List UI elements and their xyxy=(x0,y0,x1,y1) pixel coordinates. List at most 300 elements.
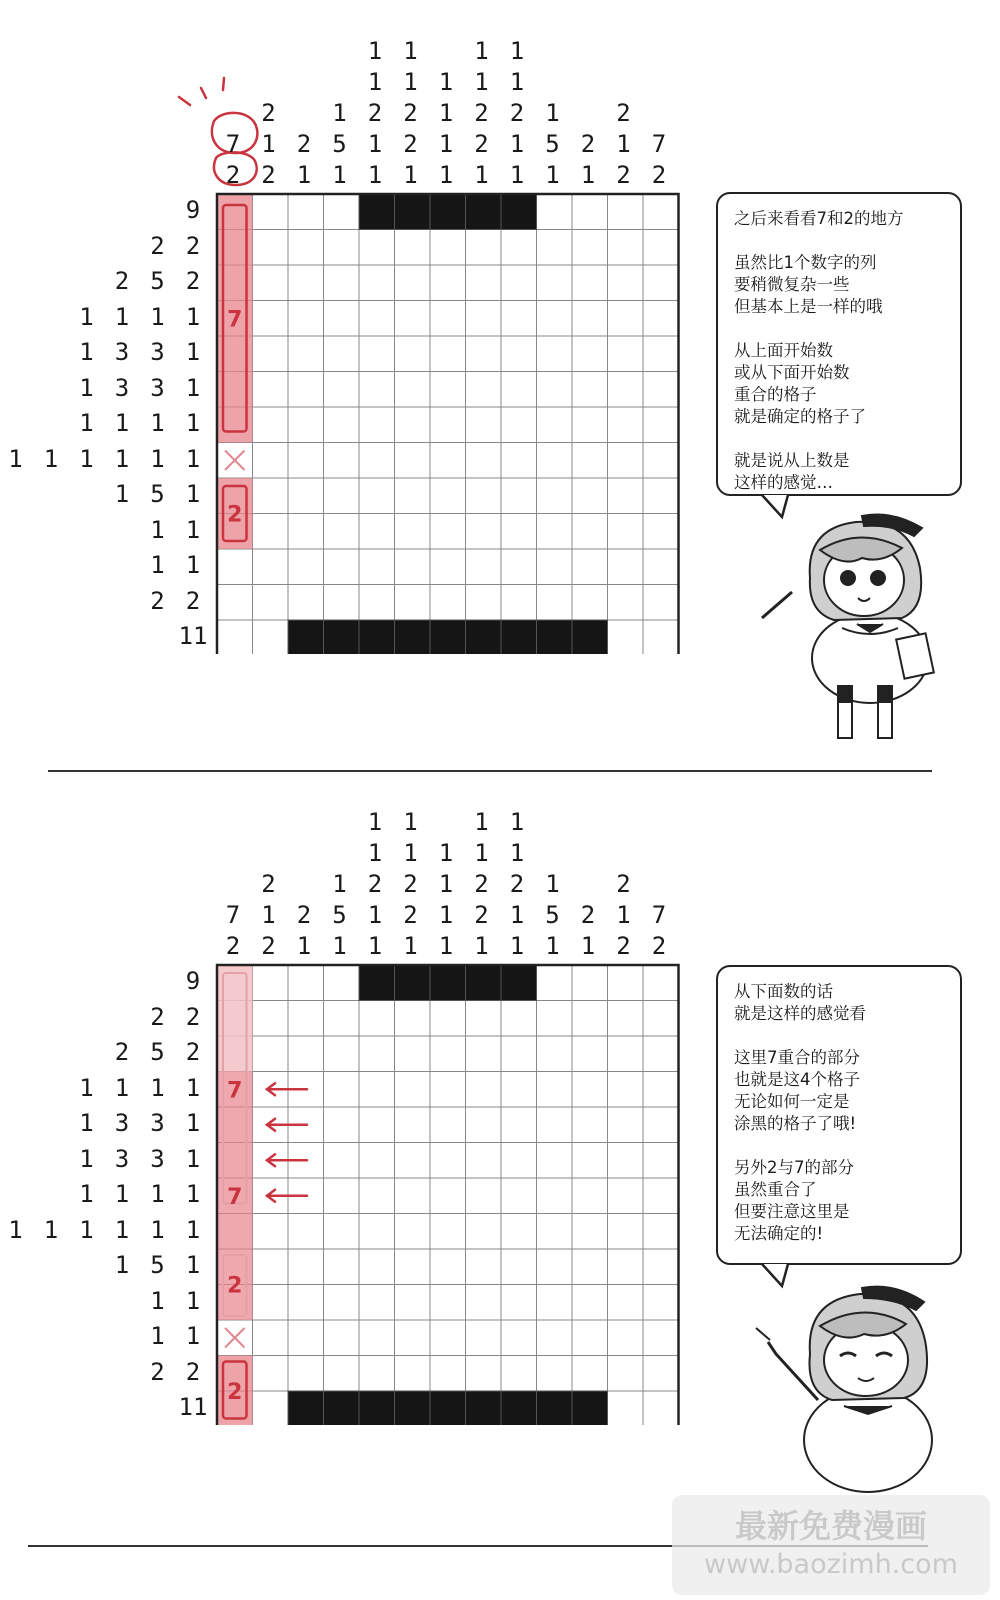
grid-cell[interactable] xyxy=(395,265,431,301)
grid-cell[interactable] xyxy=(608,1178,644,1214)
grid-cell[interactable] xyxy=(608,585,644,621)
grid-cell[interactable] xyxy=(643,478,679,514)
grid-cell[interactable] xyxy=(430,585,466,621)
grid-cell[interactable] xyxy=(537,1178,573,1214)
grid-cell[interactable] xyxy=(572,1036,608,1072)
grid-cell[interactable] xyxy=(608,301,644,337)
grid-cell[interactable] xyxy=(430,514,466,550)
grid-cell[interactable] xyxy=(501,549,537,585)
grid-cell[interactable] xyxy=(430,443,466,479)
grid-cell[interactable] xyxy=(643,1143,679,1179)
grid-cell[interactable] xyxy=(253,1249,289,1285)
grid-cell[interactable] xyxy=(643,265,679,301)
grid-cell[interactable] xyxy=(572,1143,608,1179)
grid-cell[interactable] xyxy=(324,1249,360,1285)
filled-cell[interactable] xyxy=(430,1391,466,1425)
grid-cell[interactable] xyxy=(253,336,289,372)
filled-cell[interactable] xyxy=(537,620,573,654)
grid-cell[interactable] xyxy=(643,301,679,337)
filled-cell[interactable] xyxy=(288,1391,324,1425)
grid-cell[interactable] xyxy=(288,965,324,1001)
grid-cell[interactable] xyxy=(608,1072,644,1108)
grid-cell[interactable] xyxy=(466,514,502,550)
grid-cell[interactable] xyxy=(537,301,573,337)
grid-cell[interactable] xyxy=(466,1249,502,1285)
filled-cell[interactable] xyxy=(324,620,360,654)
grid-cell[interactable] xyxy=(395,336,431,372)
filled-cell[interactable] xyxy=(572,1391,608,1425)
grid-cell[interactable] xyxy=(288,1285,324,1321)
grid-cell[interactable] xyxy=(395,1320,431,1356)
grid-cell[interactable] xyxy=(288,265,324,301)
grid-cell[interactable] xyxy=(288,1356,324,1392)
grid-cell[interactable] xyxy=(643,620,679,654)
grid-cell[interactable] xyxy=(501,301,537,337)
grid-cell[interactable] xyxy=(288,549,324,585)
grid-cell[interactable] xyxy=(466,301,502,337)
grid-cell[interactable] xyxy=(288,1036,324,1072)
filled-cell[interactable] xyxy=(430,620,466,654)
grid-cell[interactable] xyxy=(643,965,679,1001)
filled-cell[interactable] xyxy=(359,965,395,1001)
grid-cell[interactable] xyxy=(253,1391,289,1425)
grid-cell[interactable] xyxy=(537,443,573,479)
grid-cell[interactable] xyxy=(288,301,324,337)
grid-cell[interactable] xyxy=(537,230,573,266)
grid-cell[interactable] xyxy=(501,1107,537,1143)
grid-cell[interactable] xyxy=(217,620,253,654)
grid-cell[interactable] xyxy=(395,549,431,585)
grid-cell[interactable] xyxy=(501,407,537,443)
grid-cell[interactable] xyxy=(608,230,644,266)
grid-cell[interactable] xyxy=(643,1391,679,1425)
grid-cell[interactable] xyxy=(537,194,573,230)
grid-cell[interactable] xyxy=(324,1285,360,1321)
grid-cell[interactable] xyxy=(466,478,502,514)
grid-cell[interactable] xyxy=(572,443,608,479)
grid-cell[interactable] xyxy=(643,230,679,266)
grid-cell[interactable] xyxy=(608,549,644,585)
grid-cell[interactable] xyxy=(466,549,502,585)
grid-cell[interactable] xyxy=(643,549,679,585)
grid-cell[interactable] xyxy=(395,1249,431,1285)
grid-cell[interactable] xyxy=(501,585,537,621)
grid-cell[interactable] xyxy=(430,301,466,337)
grid-cell[interactable] xyxy=(501,514,537,550)
grid-cell[interactable] xyxy=(466,1001,502,1037)
grid-cell[interactable] xyxy=(643,1178,679,1214)
grid-cell[interactable] xyxy=(501,1036,537,1072)
grid-cell[interactable] xyxy=(253,514,289,550)
grid-cell[interactable] xyxy=(253,1036,289,1072)
grid-cell[interactable] xyxy=(608,1391,644,1425)
grid-cell[interactable] xyxy=(395,1214,431,1250)
grid-cell[interactable] xyxy=(643,514,679,550)
grid-cell[interactable] xyxy=(501,265,537,301)
grid-cell[interactable] xyxy=(324,301,360,337)
grid-cell[interactable] xyxy=(288,407,324,443)
grid-cell[interactable] xyxy=(466,1356,502,1392)
grid-cell[interactable] xyxy=(253,585,289,621)
filled-cell[interactable] xyxy=(359,194,395,230)
grid-cell[interactable] xyxy=(501,1249,537,1285)
grid-cell[interactable] xyxy=(572,230,608,266)
grid-cell[interactable] xyxy=(324,549,360,585)
grid-cell[interactable] xyxy=(430,1320,466,1356)
grid-cell[interactable] xyxy=(501,1214,537,1250)
grid-cell[interactable] xyxy=(430,1001,466,1037)
grid-cell[interactable] xyxy=(288,443,324,479)
grid-cell[interactable] xyxy=(572,372,608,408)
grid-cell[interactable] xyxy=(253,265,289,301)
grid-cell[interactable] xyxy=(395,1072,431,1108)
grid-cell[interactable] xyxy=(324,1072,360,1108)
grid-cell[interactable] xyxy=(359,230,395,266)
grid-cell[interactable] xyxy=(608,1107,644,1143)
grid-cell[interactable] xyxy=(324,1178,360,1214)
grid-cell[interactable] xyxy=(395,514,431,550)
grid-cell[interactable] xyxy=(253,230,289,266)
grid-cell[interactable] xyxy=(324,1036,360,1072)
grid-cell[interactable] xyxy=(466,1107,502,1143)
grid-cell[interactable] xyxy=(324,1001,360,1037)
grid-cell[interactable] xyxy=(253,301,289,337)
grid-cell[interactable] xyxy=(430,549,466,585)
grid-cell[interactable] xyxy=(395,443,431,479)
grid-cell[interactable] xyxy=(324,478,360,514)
grid-cell[interactable] xyxy=(537,1143,573,1179)
grid-cell[interactable] xyxy=(572,549,608,585)
grid-cell[interactable] xyxy=(395,585,431,621)
grid-cell[interactable] xyxy=(537,585,573,621)
grid-cell[interactable] xyxy=(430,1107,466,1143)
grid-cell[interactable] xyxy=(501,230,537,266)
grid-cell[interactable] xyxy=(430,1072,466,1108)
grid-cell[interactable] xyxy=(466,1036,502,1072)
grid-cell[interactable] xyxy=(466,1143,502,1179)
grid-cell[interactable] xyxy=(643,336,679,372)
grid-cell[interactable] xyxy=(501,1178,537,1214)
grid-cell[interactable] xyxy=(288,194,324,230)
grid-cell[interactable] xyxy=(466,230,502,266)
grid-cell[interactable] xyxy=(359,514,395,550)
filled-cell[interactable] xyxy=(430,965,466,1001)
grid-cell[interactable] xyxy=(430,1036,466,1072)
grid-cell[interactable] xyxy=(501,443,537,479)
grid-cell[interactable] xyxy=(288,478,324,514)
grid-cell[interactable] xyxy=(395,478,431,514)
grid-cell[interactable] xyxy=(537,372,573,408)
grid-cell[interactable] xyxy=(395,1001,431,1037)
grid-cell[interactable] xyxy=(359,372,395,408)
grid-cell[interactable] xyxy=(253,372,289,408)
filled-cell[interactable] xyxy=(288,620,324,654)
grid-cell[interactable] xyxy=(466,407,502,443)
grid-cell[interactable] xyxy=(288,1001,324,1037)
grid-cell[interactable] xyxy=(288,585,324,621)
grid-cell[interactable] xyxy=(572,336,608,372)
grid-cell[interactable] xyxy=(537,1001,573,1037)
grid-cell[interactable] xyxy=(324,585,360,621)
grid-cell[interactable] xyxy=(537,1036,573,1072)
grid-cell[interactable] xyxy=(643,1285,679,1321)
grid-cell[interactable] xyxy=(395,1356,431,1392)
grid-cell[interactable] xyxy=(572,1072,608,1108)
grid-cell[interactable] xyxy=(537,965,573,1001)
grid-cell[interactable] xyxy=(537,336,573,372)
grid-cell[interactable] xyxy=(466,336,502,372)
nonogram-grid[interactable] xyxy=(215,192,685,654)
grid-cell[interactable] xyxy=(324,407,360,443)
grid-cell[interactable] xyxy=(324,265,360,301)
grid-cell[interactable] xyxy=(395,1036,431,1072)
grid-cell[interactable] xyxy=(537,1072,573,1108)
filled-cell[interactable] xyxy=(430,194,466,230)
grid-cell[interactable] xyxy=(643,194,679,230)
grid-cell[interactable] xyxy=(608,620,644,654)
grid-cell[interactable] xyxy=(643,443,679,479)
grid-cell[interactable] xyxy=(608,1001,644,1037)
grid-cell[interactable] xyxy=(608,478,644,514)
grid-cell[interactable] xyxy=(608,372,644,408)
grid-cell[interactable] xyxy=(359,443,395,479)
grid-cell[interactable] xyxy=(253,407,289,443)
grid-cell[interactable] xyxy=(359,1072,395,1108)
grid-cell[interactable] xyxy=(537,1107,573,1143)
grid-cell[interactable] xyxy=(572,514,608,550)
grid-cell[interactable] xyxy=(217,585,253,621)
grid-cell[interactable] xyxy=(253,620,289,654)
grid-cell[interactable] xyxy=(359,1143,395,1179)
filled-cell[interactable] xyxy=(359,620,395,654)
grid-cell[interactable] xyxy=(643,1249,679,1285)
grid-cell[interactable] xyxy=(253,965,289,1001)
grid-cell[interactable] xyxy=(324,230,360,266)
grid-cell[interactable] xyxy=(324,1356,360,1392)
grid-cell[interactable] xyxy=(466,1320,502,1356)
filled-cell[interactable] xyxy=(501,1391,537,1425)
grid-cell[interactable] xyxy=(395,1285,431,1321)
grid-cell[interactable] xyxy=(643,1107,679,1143)
grid-cell[interactable] xyxy=(572,1356,608,1392)
grid-cell[interactable] xyxy=(608,443,644,479)
grid-cell[interactable] xyxy=(537,1214,573,1250)
grid-cell[interactable] xyxy=(501,372,537,408)
grid-cell[interactable] xyxy=(501,1143,537,1179)
grid-cell[interactable] xyxy=(466,585,502,621)
grid-cell[interactable] xyxy=(608,336,644,372)
grid-cell[interactable] xyxy=(466,443,502,479)
grid-cell[interactable] xyxy=(537,1320,573,1356)
grid-cell[interactable] xyxy=(572,1178,608,1214)
grid-cell[interactable] xyxy=(572,407,608,443)
grid-cell[interactable] xyxy=(643,1001,679,1037)
grid-cell[interactable] xyxy=(608,265,644,301)
grid-cell[interactable] xyxy=(324,336,360,372)
grid-cell[interactable] xyxy=(501,1285,537,1321)
grid-cell[interactable] xyxy=(501,336,537,372)
grid-cell[interactable] xyxy=(359,549,395,585)
grid-cell[interactable] xyxy=(324,1143,360,1179)
grid-cell[interactable] xyxy=(324,965,360,1001)
grid-cell[interactable] xyxy=(643,407,679,443)
grid-cell[interactable] xyxy=(359,1001,395,1037)
grid-cell[interactable] xyxy=(572,194,608,230)
grid-cell[interactable] xyxy=(643,1356,679,1392)
grid-cell[interactable] xyxy=(430,336,466,372)
grid-cell[interactable] xyxy=(572,1285,608,1321)
grid-cell[interactable] xyxy=(324,514,360,550)
filled-cell[interactable] xyxy=(501,965,537,1001)
grid-cell[interactable] xyxy=(359,1249,395,1285)
grid-cell[interactable] xyxy=(608,194,644,230)
grid-cell[interactable] xyxy=(395,1178,431,1214)
grid-cell[interactable] xyxy=(359,336,395,372)
grid-cell[interactable] xyxy=(537,407,573,443)
grid-cell[interactable] xyxy=(537,1285,573,1321)
filled-cell[interactable] xyxy=(466,620,502,654)
grid-cell[interactable] xyxy=(501,478,537,514)
grid-cell[interactable] xyxy=(253,443,289,479)
grid-cell[interactable] xyxy=(288,514,324,550)
grid-cell[interactable] xyxy=(608,1249,644,1285)
grid-cell[interactable] xyxy=(253,1356,289,1392)
grid-cell[interactable] xyxy=(466,1285,502,1321)
grid-cell[interactable] xyxy=(430,1178,466,1214)
grid-cell[interactable] xyxy=(466,1178,502,1214)
grid-cell[interactable] xyxy=(572,585,608,621)
grid-cell[interactable] xyxy=(643,1214,679,1250)
grid-cell[interactable] xyxy=(359,265,395,301)
grid-cell[interactable] xyxy=(324,1214,360,1250)
grid-cell[interactable] xyxy=(608,1356,644,1392)
grid-cell[interactable] xyxy=(395,372,431,408)
filled-cell[interactable] xyxy=(359,1391,395,1425)
grid-cell[interactable] xyxy=(359,1036,395,1072)
grid-cell[interactable] xyxy=(359,1320,395,1356)
grid-cell[interactable] xyxy=(288,1214,324,1250)
grid-cell[interactable] xyxy=(430,265,466,301)
filled-cell[interactable] xyxy=(466,965,502,1001)
grid-cell[interactable] xyxy=(608,1285,644,1321)
grid-cell[interactable] xyxy=(466,372,502,408)
grid-cell[interactable] xyxy=(217,549,253,585)
grid-cell[interactable] xyxy=(395,230,431,266)
grid-cell[interactable] xyxy=(608,1143,644,1179)
grid-cell[interactable] xyxy=(359,301,395,337)
grid-cell[interactable] xyxy=(359,1107,395,1143)
grid-cell[interactable] xyxy=(608,514,644,550)
filled-cell[interactable] xyxy=(395,194,431,230)
grid-cell[interactable] xyxy=(537,1249,573,1285)
grid-cell[interactable] xyxy=(359,585,395,621)
grid-cell[interactable] xyxy=(608,1214,644,1250)
grid-cell[interactable] xyxy=(430,1143,466,1179)
grid-cell[interactable] xyxy=(324,194,360,230)
grid-cell[interactable] xyxy=(572,1001,608,1037)
grid-cell[interactable] xyxy=(430,407,466,443)
grid-cell[interactable] xyxy=(501,1320,537,1356)
nonogram-grid[interactable] xyxy=(215,963,685,1425)
grid-cell[interactable] xyxy=(253,1320,289,1356)
grid-cell[interactable] xyxy=(253,1001,289,1037)
grid-cell[interactable] xyxy=(288,336,324,372)
grid-cell[interactable] xyxy=(608,407,644,443)
filled-cell[interactable] xyxy=(501,620,537,654)
grid-cell[interactable] xyxy=(430,372,466,408)
grid-cell[interactable] xyxy=(324,372,360,408)
grid-cell[interactable] xyxy=(537,265,573,301)
filled-cell[interactable] xyxy=(395,1391,431,1425)
grid-cell[interactable] xyxy=(430,1249,466,1285)
grid-cell[interactable] xyxy=(501,1072,537,1108)
grid-cell[interactable] xyxy=(288,230,324,266)
grid-cell[interactable] xyxy=(253,549,289,585)
grid-cell[interactable] xyxy=(288,1320,324,1356)
grid-cell[interactable] xyxy=(359,1214,395,1250)
filled-cell[interactable] xyxy=(466,194,502,230)
grid-cell[interactable] xyxy=(572,265,608,301)
grid-cell[interactable] xyxy=(359,1356,395,1392)
grid-cell[interactable] xyxy=(395,407,431,443)
grid-cell[interactable] xyxy=(537,514,573,550)
grid-cell[interactable] xyxy=(430,1356,466,1392)
grid-cell[interactable] xyxy=(643,1320,679,1356)
grid-cell[interactable] xyxy=(288,1249,324,1285)
grid-cell[interactable] xyxy=(253,194,289,230)
grid-cell[interactable] xyxy=(324,443,360,479)
grid-cell[interactable] xyxy=(466,265,502,301)
grid-cell[interactable] xyxy=(253,1285,289,1321)
grid-cell[interactable] xyxy=(288,372,324,408)
grid-cell[interactable] xyxy=(359,407,395,443)
grid-cell[interactable] xyxy=(572,478,608,514)
grid-cell[interactable] xyxy=(430,1285,466,1321)
grid-cell[interactable] xyxy=(501,1001,537,1037)
filled-cell[interactable] xyxy=(324,1391,360,1425)
grid-cell[interactable] xyxy=(466,1072,502,1108)
grid-cell[interactable] xyxy=(572,1320,608,1356)
filled-cell[interactable] xyxy=(395,965,431,1001)
filled-cell[interactable] xyxy=(466,1391,502,1425)
grid-cell[interactable] xyxy=(643,585,679,621)
grid-cell[interactable] xyxy=(572,1249,608,1285)
grid-cell[interactable] xyxy=(395,1107,431,1143)
grid-cell[interactable] xyxy=(572,1214,608,1250)
grid-cell[interactable] xyxy=(608,965,644,1001)
grid-cell[interactable] xyxy=(643,372,679,408)
grid-cell[interactable] xyxy=(359,1178,395,1214)
grid-cell[interactable] xyxy=(572,1107,608,1143)
grid-cell[interactable] xyxy=(430,478,466,514)
filled-cell[interactable] xyxy=(395,620,431,654)
grid-cell[interactable] xyxy=(324,1107,360,1143)
filled-cell[interactable] xyxy=(572,620,608,654)
grid-cell[interactable] xyxy=(253,478,289,514)
grid-cell[interactable] xyxy=(572,301,608,337)
grid-cell[interactable] xyxy=(466,1214,502,1250)
grid-cell[interactable] xyxy=(324,1320,360,1356)
grid-cell[interactable] xyxy=(359,478,395,514)
grid-cell[interactable] xyxy=(537,478,573,514)
grid-cell[interactable] xyxy=(643,1072,679,1108)
grid-cell[interactable] xyxy=(608,1320,644,1356)
grid-cell[interactable] xyxy=(430,1214,466,1250)
grid-cell[interactable] xyxy=(395,301,431,337)
grid-cell[interactable] xyxy=(643,1036,679,1072)
grid-cell[interactable] xyxy=(537,549,573,585)
grid-cell[interactable] xyxy=(395,1143,431,1179)
